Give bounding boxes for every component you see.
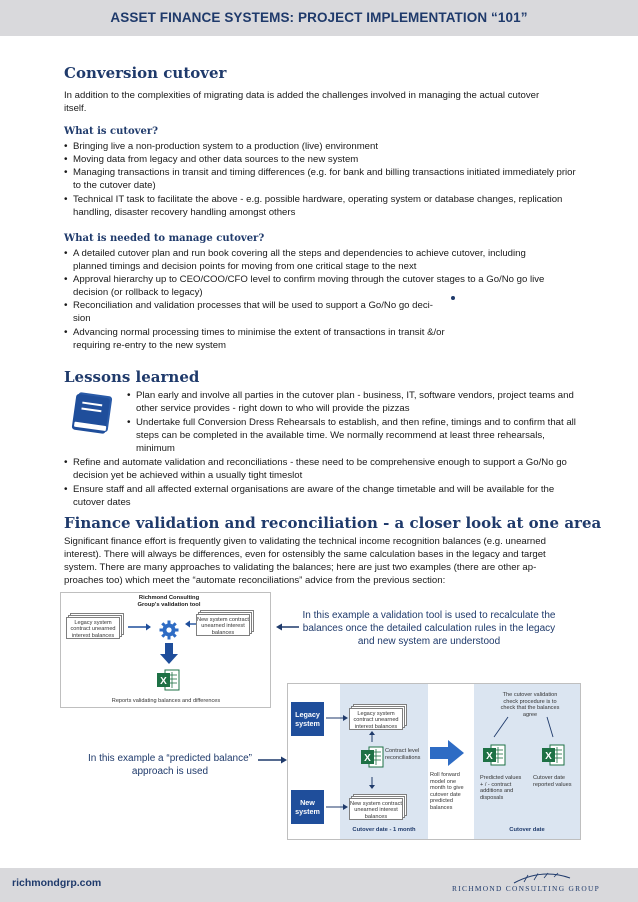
arrow-icon xyxy=(185,619,197,629)
cutover-validation-label: The cutover validation check procedure is to check that the balances agree xyxy=(500,692,560,718)
list-item: • Undertake full Conversion Dress Rehearsals to establish, and then refine, timings and to confirm that all steps can be completed in the available time. We normally recommend at least three rehearsals, minimum xyxy=(127,416,577,455)
list-item: • Refine and automate validation and reconciliations - these need to be comprehensive enough to support a Go/No go decision yet be achieved within a usually tight timeslot xyxy=(64,456,576,482)
book-icon xyxy=(66,390,118,436)
new-doc xyxy=(349,794,407,820)
cutover-minus-label: Cutover date - 1 month xyxy=(352,827,416,833)
arrow-down-icon xyxy=(160,643,178,665)
pointer-line xyxy=(546,716,556,738)
contract-recon-label: Contract level reconciliations xyxy=(385,748,421,761)
excel-icon xyxy=(541,744,565,766)
arrow-icon xyxy=(276,622,300,632)
list-item: • Advancing normal processing times to minimise the extent of transactions in transit &/or requiring re-entry to the new system xyxy=(64,326,449,352)
list-item: • Reconciliation and validation processes that will be used to support a Go/No go deci- sion xyxy=(64,299,449,325)
excel-icon xyxy=(482,744,506,766)
callout-validation-tool: In this example a validation tool is used to recalculate the balances once the detailed calculation rules in the legacy and new system are understood xyxy=(302,610,556,647)
footer-brand: RICHMOND CONSULTING GROUP xyxy=(452,884,601,893)
arrow-icon xyxy=(256,755,288,765)
new-balances-label: New system contract unearned interest balances xyxy=(197,617,249,636)
list-item: • Technical IT task to facilitate the above - e.g. possible hardware, operating system or database changes, replication handling, disaster recovery handling amongst others xyxy=(64,193,576,219)
callout-predicted-balance: In this example a “predicted balance” approach is used xyxy=(88,753,252,777)
page-title: ASSET FINANCE SYSTEMS: PROJECT IMPLEMENTATION “101” xyxy=(110,10,528,25)
section-title-lessons: Lessons learned xyxy=(64,368,200,386)
svg-text:X: X xyxy=(486,751,493,762)
rollforward-label: Roll forward model one month to give cutover date predicted balances xyxy=(430,772,464,811)
svg-text:X: X xyxy=(160,676,167,687)
list-item: • Bringing live a non-production system to a production (live) environment xyxy=(64,140,579,153)
excel-icon xyxy=(156,669,180,691)
pointer-line xyxy=(493,716,509,738)
excel-icon xyxy=(360,746,384,768)
arrow-icon xyxy=(325,803,349,811)
list-item: • Plan early and involve all parties in the cutover plan - business, IT, software vendors, project teams and other service provides - right down to who will provide the pizzas xyxy=(127,389,577,415)
legacy-balances-label: Legacy system contract unearned interest balances xyxy=(70,620,116,639)
cutover-date-label: Cutover date xyxy=(509,827,545,833)
new-balances-doc xyxy=(196,610,254,636)
conversion-intro: In addition to the complexities of migrating data is added the challenges involved in managing the actual cutover itself. xyxy=(64,90,540,114)
list-item: • A detailed cutover plan and run book covering all the steps and dependencies to achieve cutover, including planned timings and decision points for moving from one critical stage to the next xyxy=(64,247,542,273)
reported-values-label: Cutover date reported values xyxy=(533,775,572,788)
subtitle-what-is-needed: What is needed to manage cutover? xyxy=(64,233,265,244)
legacy-balances-doc xyxy=(66,613,124,639)
report-label: Reports validating balances and differences xyxy=(111,698,221,704)
arrow-icon xyxy=(368,731,376,743)
arrow-icon xyxy=(368,775,376,789)
list-item: • Moving data from legacy and other data sources to the new system xyxy=(64,153,579,166)
tool-label: Richmond Consulting Group's validation tool xyxy=(137,595,201,608)
finance-intro: Significant finance effort is frequently given to validating the technical income recognition balances (e.g. unearned interest). There will always be differences, even for ostensibly the same calculation bases in the legacy and target system. There are many approaches to validating the balances; here are just two examples (there are other ap- proaches too) which meet the “automate reconciliations” advice from the previous section: xyxy=(64,536,546,586)
svg-text:X: X xyxy=(545,751,552,762)
list-item: • Ensure staff and all affected external organisations are aware of the change timetable and will be available for the cutover dates xyxy=(64,483,576,509)
arrow-icon xyxy=(325,714,349,722)
new-doc-label: New system contract unearned interest balances xyxy=(350,801,402,820)
section-title-conversion: Conversion cutover xyxy=(64,64,227,82)
predicted-values-label: Predicted values + / - contract additions and disposals xyxy=(480,775,522,801)
list-item: • Approval hierarchy up to CEO/COO/CFO level to confirm moving through the cutover stages to a Go/No go live decision (or rollback to legacy) xyxy=(64,273,559,299)
subtitle-what-is-cutover: What is cutover? xyxy=(64,126,158,137)
list-item: • Managing transactions in transit and timing differences (e.g. for bank and billing transactions initiated immediately prior to the cutover date) xyxy=(64,166,576,192)
legacy-system-box: Legacy system xyxy=(291,702,324,736)
arrow-icon xyxy=(126,622,152,632)
section-title-finance: Finance validation and reconciliation - a closer look at one area xyxy=(64,514,602,532)
big-arrow-icon xyxy=(430,740,464,766)
footer-url[interactable]: richmondgrp.com xyxy=(12,877,102,889)
gear-icon xyxy=(159,620,179,640)
legacy-doc-label: Legacy system contract unearned interest balances xyxy=(353,711,399,730)
new-system-box: New system xyxy=(291,790,324,824)
legacy-doc xyxy=(349,704,407,730)
logo-swoosh-icon xyxy=(512,872,572,884)
bullet-dot xyxy=(451,296,455,300)
svg-text:X: X xyxy=(364,753,371,764)
